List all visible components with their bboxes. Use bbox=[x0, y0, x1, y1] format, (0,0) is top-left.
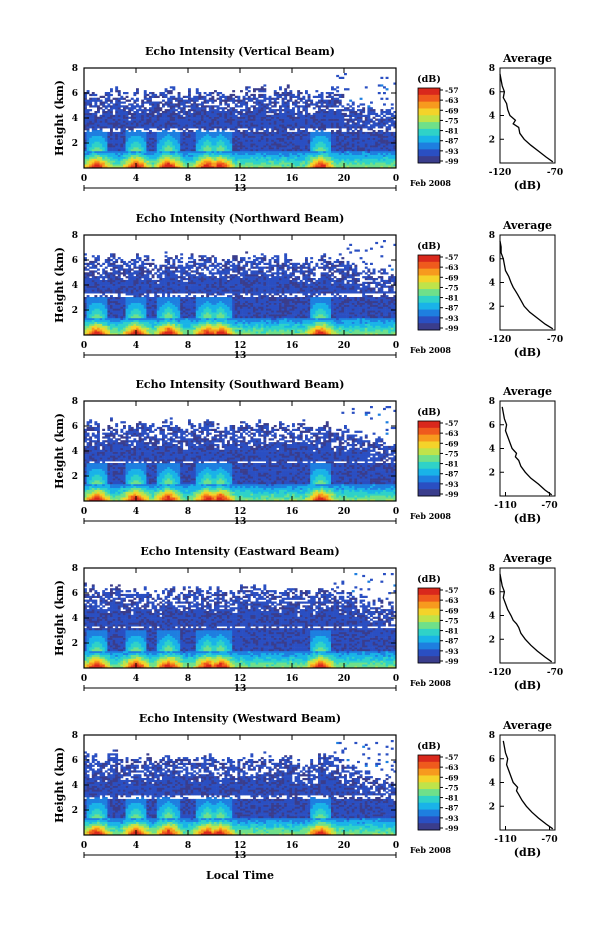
colorbar-swatch bbox=[418, 462, 440, 469]
colorbar-swatch bbox=[418, 435, 440, 442]
average-frame bbox=[500, 401, 555, 496]
colorbar-tick-label: -99 bbox=[445, 824, 459, 833]
y-axis-label: Height (km) bbox=[53, 247, 66, 323]
average-y-tick-label: 2 bbox=[489, 635, 495, 645]
y-tick-label: 8 bbox=[72, 64, 78, 74]
colorbar-swatch bbox=[418, 421, 440, 428]
colorbar-unit: (dB) bbox=[417, 574, 441, 585]
colorbar-swatch bbox=[418, 122, 440, 129]
y-tick-label: 6 bbox=[72, 756, 78, 766]
x-tick-label: 16 bbox=[286, 341, 299, 351]
heatmap bbox=[84, 406, 396, 501]
x-tick-label: 8 bbox=[185, 674, 191, 684]
colorbar-tick-label: -87 bbox=[445, 304, 459, 313]
x-tick-label: 20 bbox=[338, 507, 351, 517]
colorbar-swatch bbox=[418, 789, 440, 796]
x-tick-label: 4 bbox=[133, 174, 139, 184]
x-tick-label: 4 bbox=[133, 341, 139, 351]
colorbar-swatch bbox=[418, 588, 440, 595]
x-tick-label: 12 bbox=[234, 174, 247, 184]
chart-panel-1 bbox=[53, 212, 563, 361]
colorbar-tick-label: -75 bbox=[445, 616, 459, 625]
colorbar-swatch bbox=[418, 428, 440, 435]
colorbar-tick-label: -81 bbox=[445, 627, 459, 636]
average-profile-line bbox=[502, 407, 552, 495]
y-tick-label: 4 bbox=[72, 781, 78, 791]
average-y-tick-label: 6 bbox=[489, 88, 495, 98]
average-y-tick-label: 4 bbox=[489, 779, 495, 789]
day-label: 13 bbox=[234, 684, 247, 694]
colorbar-tick-label: -69 bbox=[445, 773, 459, 782]
colorbar-swatch bbox=[418, 448, 440, 455]
colorbar-tick-label: -63 bbox=[445, 763, 459, 772]
x-tick-label: 12 bbox=[234, 507, 247, 517]
colorbar-swatch bbox=[418, 762, 440, 769]
y-tick-label: 8 bbox=[72, 731, 78, 741]
colorbar-swatch bbox=[418, 608, 440, 615]
x-tick-label: 0 bbox=[393, 341, 399, 351]
colorbar-tick-label: -93 bbox=[445, 480, 459, 489]
average-y-tick-label: 6 bbox=[489, 255, 495, 265]
colorbar-swatch bbox=[418, 656, 440, 663]
colorbar-tick-label: -69 bbox=[445, 106, 459, 115]
colorbar-tick-label: -99 bbox=[445, 324, 459, 333]
average-y-tick-label: 2 bbox=[489, 468, 495, 478]
date-label: Feb 2008 bbox=[410, 345, 451, 355]
colorbar-swatch bbox=[418, 88, 440, 95]
colorbar-tick-label: -75 bbox=[445, 283, 459, 292]
y-tick-label: 8 bbox=[72, 564, 78, 574]
x-tick-label: 0 bbox=[81, 174, 87, 184]
average-title: Average bbox=[502, 52, 552, 65]
colorbar bbox=[418, 755, 440, 830]
colorbar-swatch bbox=[418, 282, 440, 289]
average-y-tick-label: 4 bbox=[489, 279, 495, 289]
colorbar-tick-label: -81 bbox=[445, 294, 459, 303]
average-x-tick-label: -110 bbox=[494, 835, 517, 845]
average-y-tick-label: 2 bbox=[489, 802, 495, 812]
colorbar-tick-label: -93 bbox=[445, 647, 459, 656]
average-profile-line bbox=[503, 741, 553, 829]
chart-title: Echo Intensity (Westward Beam) bbox=[139, 712, 341, 725]
colorbar-tick-label: -69 bbox=[445, 439, 459, 448]
colorbar-tick-label: -57 bbox=[445, 586, 459, 595]
x-tick-label: 0 bbox=[81, 841, 87, 851]
y-axis-label: Height (km) bbox=[53, 80, 66, 156]
average-profile-line bbox=[500, 574, 552, 662]
x-tick-label: 0 bbox=[81, 341, 87, 351]
y-tick-label: 8 bbox=[72, 231, 78, 241]
x-tick-label: 0 bbox=[81, 507, 87, 517]
average-x-tick-label: -70 bbox=[547, 335, 563, 345]
colorbar bbox=[418, 88, 440, 163]
y-tick-label: 4 bbox=[72, 114, 78, 124]
colorbar-swatch bbox=[418, 622, 440, 629]
colorbar-tick-label: -99 bbox=[445, 490, 459, 499]
colorbar-swatch bbox=[418, 255, 440, 262]
average-x-label: (dB) bbox=[514, 512, 541, 525]
date-label: Feb 2008 bbox=[410, 178, 451, 188]
colorbar-swatch bbox=[418, 769, 440, 776]
chart-panel-0 bbox=[53, 45, 563, 194]
y-axis-label: Height (km) bbox=[53, 413, 66, 489]
average-y-tick-label: 8 bbox=[489, 397, 495, 407]
colorbar-swatch bbox=[418, 489, 440, 496]
average-profile bbox=[489, 719, 558, 859]
colorbar-tick-label: -87 bbox=[445, 137, 459, 146]
colorbar-tick-label: -75 bbox=[445, 116, 459, 125]
colorbar-swatch bbox=[418, 803, 440, 810]
colorbar-swatch bbox=[418, 469, 440, 476]
x-tick-label: 4 bbox=[133, 674, 139, 684]
colorbar-swatch bbox=[418, 602, 440, 609]
y-tick-label: 2 bbox=[72, 639, 78, 649]
colorbar-tick-label: -57 bbox=[445, 753, 459, 762]
colorbar-tick-label: -63 bbox=[445, 596, 459, 605]
colorbar-swatch bbox=[418, 149, 440, 156]
colorbar-swatch bbox=[418, 595, 440, 602]
x-tick-label: 0 bbox=[393, 507, 399, 517]
colorbar-swatch bbox=[418, 441, 440, 448]
x-tick-label: 8 bbox=[185, 341, 191, 351]
colorbar-swatch bbox=[418, 810, 440, 817]
colorbar-swatch bbox=[418, 816, 440, 823]
average-x-tick-label: -110 bbox=[494, 501, 517, 511]
x-tick-label: 8 bbox=[185, 507, 191, 517]
colorbar-tick-label: -93 bbox=[445, 147, 459, 156]
average-y-tick-label: 4 bbox=[489, 612, 495, 622]
colorbar-swatch bbox=[418, 796, 440, 803]
colorbar-tick-label: -75 bbox=[445, 783, 459, 792]
colorbar-unit: (dB) bbox=[417, 407, 441, 418]
average-title: Average bbox=[502, 385, 552, 398]
y-tick-label: 4 bbox=[72, 281, 78, 291]
y-tick-label: 2 bbox=[72, 306, 78, 316]
x-tick-label: 0 bbox=[393, 174, 399, 184]
colorbar-swatch bbox=[418, 649, 440, 656]
colorbar-tick-label: -57 bbox=[445, 86, 459, 95]
x-axis-label: Local Time bbox=[206, 869, 274, 882]
x-tick-label: 8 bbox=[185, 841, 191, 851]
chart-panel-4 bbox=[53, 712, 558, 861]
day-label: 13 bbox=[234, 851, 247, 861]
average-x-tick-label: -70 bbox=[547, 668, 563, 678]
chart-panel-2 bbox=[53, 378, 558, 527]
colorbar-swatch bbox=[418, 136, 440, 143]
colorbar-tick-label: -63 bbox=[445, 429, 459, 438]
colorbar-swatch bbox=[418, 95, 440, 102]
colorbar-swatch bbox=[418, 629, 440, 636]
colorbar-swatch bbox=[418, 782, 440, 789]
x-tick-label: 12 bbox=[234, 841, 247, 851]
colorbar-swatch bbox=[418, 129, 440, 136]
average-x-label: (dB) bbox=[514, 846, 541, 859]
x-tick-label: 16 bbox=[286, 674, 299, 684]
colorbar-tick-label: -57 bbox=[445, 253, 459, 262]
x-tick-label: 8 bbox=[185, 174, 191, 184]
average-profile bbox=[489, 385, 558, 525]
average-profile bbox=[489, 52, 563, 192]
average-x-tick-label: -70 bbox=[541, 835, 557, 845]
colorbar-unit: (dB) bbox=[417, 74, 441, 85]
x-tick-label: 16 bbox=[286, 507, 299, 517]
colorbar-swatch bbox=[418, 482, 440, 489]
colorbar-swatch bbox=[418, 755, 440, 762]
colorbar-swatch bbox=[418, 108, 440, 115]
average-y-tick-label: 6 bbox=[489, 755, 495, 765]
colorbar-swatch bbox=[418, 316, 440, 323]
x-tick-label: 0 bbox=[393, 841, 399, 851]
average-title: Average bbox=[502, 219, 552, 232]
average-y-tick-label: 8 bbox=[489, 64, 495, 74]
colorbar-swatch bbox=[418, 143, 440, 150]
colorbar-tick-label: -93 bbox=[445, 314, 459, 323]
x-tick-label: 20 bbox=[338, 174, 351, 184]
average-x-tick-label: -120 bbox=[489, 335, 512, 345]
x-tick-label: 12 bbox=[234, 341, 247, 351]
y-axis-label: Height (km) bbox=[53, 580, 66, 656]
x-tick-label: 16 bbox=[286, 841, 299, 851]
colorbar-tick-label: -99 bbox=[445, 657, 459, 666]
average-y-tick-label: 6 bbox=[489, 421, 495, 431]
colorbar-swatch bbox=[418, 823, 440, 830]
colorbar bbox=[418, 588, 440, 663]
colorbar-swatch bbox=[418, 643, 440, 650]
x-tick-label: 12 bbox=[234, 674, 247, 684]
colorbar-swatch bbox=[418, 323, 440, 330]
y-tick-label: 2 bbox=[72, 139, 78, 149]
average-y-tick-label: 4 bbox=[489, 112, 495, 122]
y-tick-label: 4 bbox=[72, 614, 78, 624]
x-tick-label: 20 bbox=[338, 341, 351, 351]
day-label: 13 bbox=[234, 517, 247, 527]
average-x-tick-label: -70 bbox=[547, 168, 563, 178]
average-y-tick-label: 8 bbox=[489, 731, 495, 741]
average-profile bbox=[489, 552, 563, 692]
colorbar-tick-label: -81 bbox=[445, 127, 459, 136]
colorbar-tick-label: -81 bbox=[445, 460, 459, 469]
colorbar-tick-label: -57 bbox=[445, 419, 459, 428]
average-y-tick-label: 6 bbox=[489, 588, 495, 598]
colorbar-swatch bbox=[418, 115, 440, 122]
average-frame bbox=[500, 735, 555, 830]
y-axis-label: Height (km) bbox=[53, 747, 66, 823]
colorbar-tick-label: -93 bbox=[445, 814, 459, 823]
chart-title: Echo Intensity (Northward Beam) bbox=[136, 212, 345, 225]
average-y-tick-label: 2 bbox=[489, 135, 495, 145]
colorbar-tick-label: -87 bbox=[445, 637, 459, 646]
average-title: Average bbox=[502, 552, 552, 565]
y-tick-label: 6 bbox=[72, 589, 78, 599]
y-tick-label: 8 bbox=[72, 397, 78, 407]
x-tick-label: 0 bbox=[393, 674, 399, 684]
colorbar bbox=[418, 421, 440, 496]
average-x-tick-label: -120 bbox=[489, 168, 512, 178]
date-label: Feb 2008 bbox=[410, 678, 451, 688]
average-x-label: (dB) bbox=[514, 679, 541, 692]
average-profile bbox=[489, 219, 563, 359]
colorbar-tick-label: -69 bbox=[445, 273, 459, 282]
average-frame bbox=[500, 235, 555, 330]
average-x-tick-label: -70 bbox=[541, 501, 557, 511]
y-tick-label: 2 bbox=[72, 806, 78, 816]
x-tick-label: 16 bbox=[286, 174, 299, 184]
colorbar-tick-label: -63 bbox=[445, 96, 459, 105]
average-frame bbox=[500, 68, 555, 163]
x-tick-label: 0 bbox=[81, 674, 87, 684]
colorbar-swatch bbox=[418, 102, 440, 109]
chart-title: Echo Intensity (Southward Beam) bbox=[136, 378, 345, 391]
date-label: Feb 2008 bbox=[410, 511, 451, 521]
average-frame bbox=[500, 568, 555, 663]
colorbar-swatch bbox=[418, 156, 440, 163]
date-label: Feb 2008 bbox=[410, 845, 451, 855]
day-label: 13 bbox=[234, 351, 247, 361]
average-y-tick-label: 4 bbox=[489, 445, 495, 455]
y-tick-label: 2 bbox=[72, 472, 78, 482]
colorbar-swatch bbox=[418, 476, 440, 483]
y-tick-label: 6 bbox=[72, 256, 78, 266]
colorbar-tick-label: -87 bbox=[445, 470, 459, 479]
colorbar-swatch bbox=[418, 310, 440, 317]
x-tick-label: 20 bbox=[338, 674, 351, 684]
y-tick-label: 6 bbox=[72, 89, 78, 99]
average-x-tick-label: -120 bbox=[489, 668, 512, 678]
colorbar-swatch bbox=[418, 303, 440, 310]
colorbar-swatch bbox=[418, 289, 440, 296]
day-label: 13 bbox=[234, 184, 247, 194]
colorbar-tick-label: -69 bbox=[445, 606, 459, 615]
x-tick-label: 20 bbox=[338, 841, 351, 851]
colorbar-swatch bbox=[418, 275, 440, 282]
colorbar-swatch bbox=[418, 775, 440, 782]
x-tick-label: 4 bbox=[133, 507, 139, 517]
colorbar-swatch bbox=[418, 615, 440, 622]
colorbar-unit: (dB) bbox=[417, 241, 441, 252]
colorbar-tick-label: -99 bbox=[445, 157, 459, 166]
colorbar-tick-label: -87 bbox=[445, 804, 459, 813]
colorbar-unit: (dB) bbox=[417, 741, 441, 752]
colorbar bbox=[418, 255, 440, 330]
colorbar-tick-label: -63 bbox=[445, 263, 459, 272]
y-tick-label: 6 bbox=[72, 422, 78, 432]
x-tick-label: 4 bbox=[133, 841, 139, 851]
chart-title: Echo Intensity (Vertical Beam) bbox=[145, 45, 335, 58]
colorbar-tick-label: -81 bbox=[445, 794, 459, 803]
heatmap bbox=[84, 73, 396, 168]
chart-panel-3 bbox=[53, 545, 563, 694]
colorbar-swatch bbox=[418, 455, 440, 462]
average-title: Average bbox=[502, 719, 552, 732]
heatmap bbox=[84, 573, 396, 668]
chart-title: Echo Intensity (Eastward Beam) bbox=[140, 545, 339, 558]
colorbar-swatch bbox=[418, 636, 440, 643]
average-profile-line bbox=[500, 74, 553, 162]
heatmap bbox=[84, 740, 396, 835]
colorbar-swatch bbox=[418, 269, 440, 276]
average-x-label: (dB) bbox=[514, 179, 541, 192]
colorbar-swatch bbox=[418, 296, 440, 303]
average-y-tick-label: 8 bbox=[489, 231, 495, 241]
average-y-tick-label: 2 bbox=[489, 302, 495, 312]
average-x-label: (dB) bbox=[514, 346, 541, 359]
y-tick-label: 4 bbox=[72, 447, 78, 457]
average-y-tick-label: 8 bbox=[489, 564, 495, 574]
heatmap bbox=[84, 240, 396, 335]
colorbar-swatch bbox=[418, 262, 440, 269]
average-profile-line bbox=[500, 241, 553, 329]
colorbar-tick-label: -75 bbox=[445, 449, 459, 458]
